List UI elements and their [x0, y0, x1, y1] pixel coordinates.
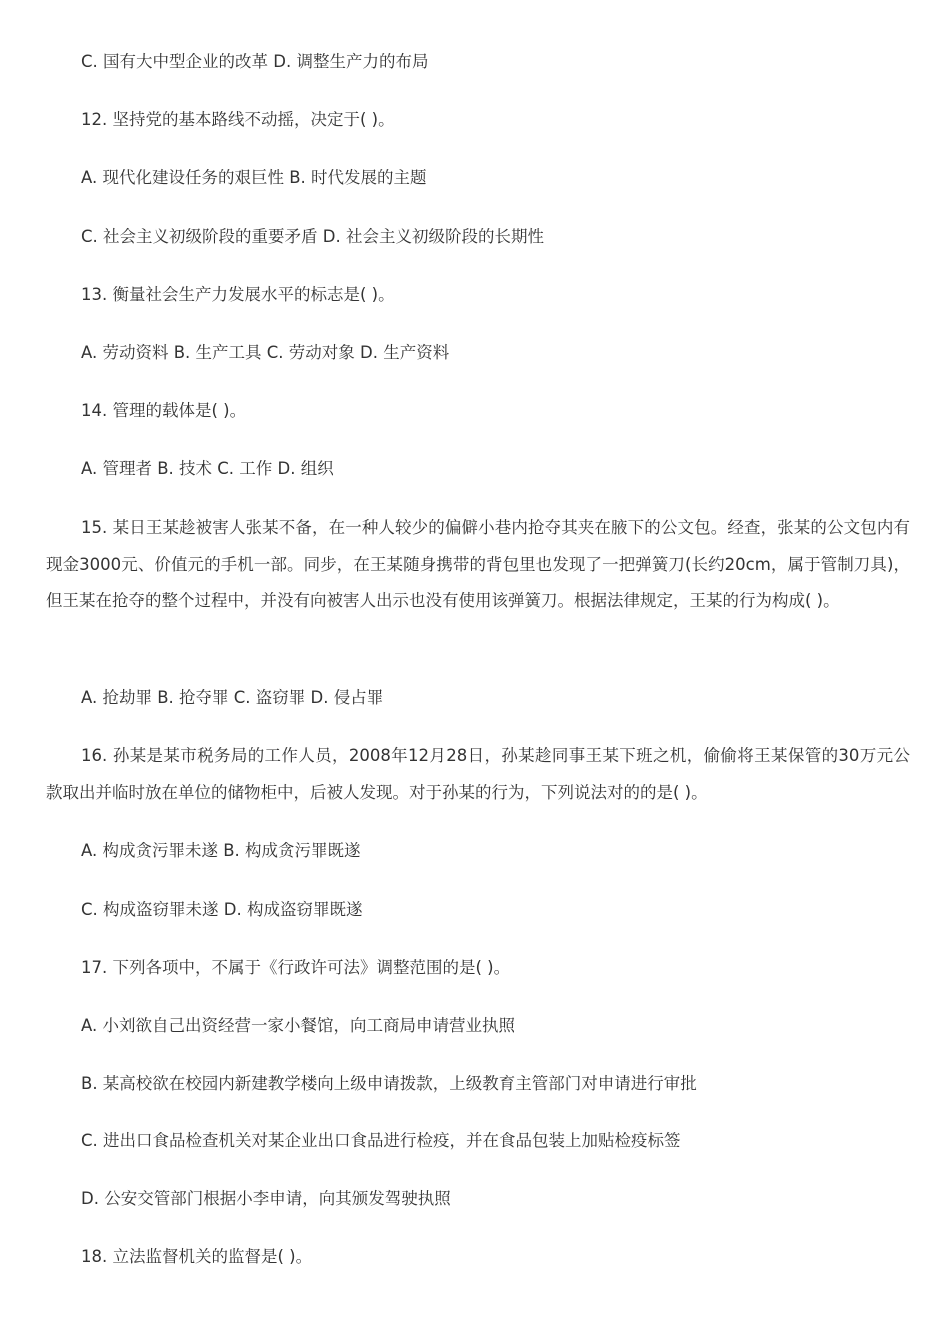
option-17-c: C. 进出口食品检查机关对某企业出口食品进行检疫，并在食品包装上加贴检疫标签	[81, 1131, 681, 1150]
question-12: 12. 坚持党的基本路线不动摇，决定于( )。	[81, 110, 395, 129]
question-14: 14. 管理的载体是( )。	[81, 401, 247, 420]
option-line-12-ab: A. 现代化建设任务的艰巨性 B. 时代发展的主题	[81, 168, 427, 187]
option-17-a: A. 小刘欲自己出资经营一家小餐馆，向工商局申请营业执照	[81, 1016, 515, 1035]
option-line-13: A. 劳动资料 B. 生产工具 C. 劳动对象 D. 生产资料	[81, 343, 450, 362]
option-line-15: A. 抢劫罪 B. 抢夺罪 C. 盗窃罪 D. 侵占罪	[81, 688, 384, 707]
question-15: 15. 某日王某趁被害人张某不备，在一种人较少的偏僻小巷内抢夺其夹在腋下的公文包。经查，张某的公文包内有现金3000元、价值元的手机一部。同步，在王某随身携带的背包里也发现了一把弹簧刀(长约20cm，属于管制刀具)，但王某在抢夺的整个过程中，并没有向被害人出示也没有使用该弹簧刀。根据法律规定，王某的行为构成( )。	[46, 518, 910, 611]
option-17-d: D. 公安交管部门根据小李申请，向其颁发驾驶执照	[81, 1189, 451, 1208]
option-line-12-cd: C. 社会主义初级阶段的重要矛盾 D. 社会主义初级阶段的长期性	[81, 227, 544, 246]
question-18: 18. 立法监督机关的监督是( )。	[81, 1247, 313, 1266]
option-line-16-ab: A. 构成贪污罪未遂 B. 构成贪污罪既遂	[81, 841, 361, 860]
question-13: 13. 衡量社会生产力发展水平的标志是( )。	[81, 285, 395, 304]
question-17: 17. 下列各项中，不属于《行政许可法》调整范围的是( )。	[81, 958, 511, 977]
question-16: 16. 孙某是某市税务局的工作人员，2008年12月28日，孙某趁同事王某下班之机，偷偷将王某保管的30万元公款取出并临时放在单位的储物柜中，后被人发现。对于孙某的行为，下列说法对的的是( )。	[46, 746, 910, 802]
option-line-16-cd: C. 构成盗窃罪未遂 D. 构成盗窃罪既遂	[81, 900, 363, 919]
option-17-b: B. 某高校欲在校园内新建教学楼向上级申请拨款，上级教育主管部门对申请进行审批	[81, 1074, 697, 1093]
option-line-11-cd: C. 国有大中型企业的改革 D. 调整生产力的布局	[81, 52, 429, 71]
option-line-14: A. 管理者 B. 技术 C. 工作 D. 组织	[81, 459, 334, 478]
